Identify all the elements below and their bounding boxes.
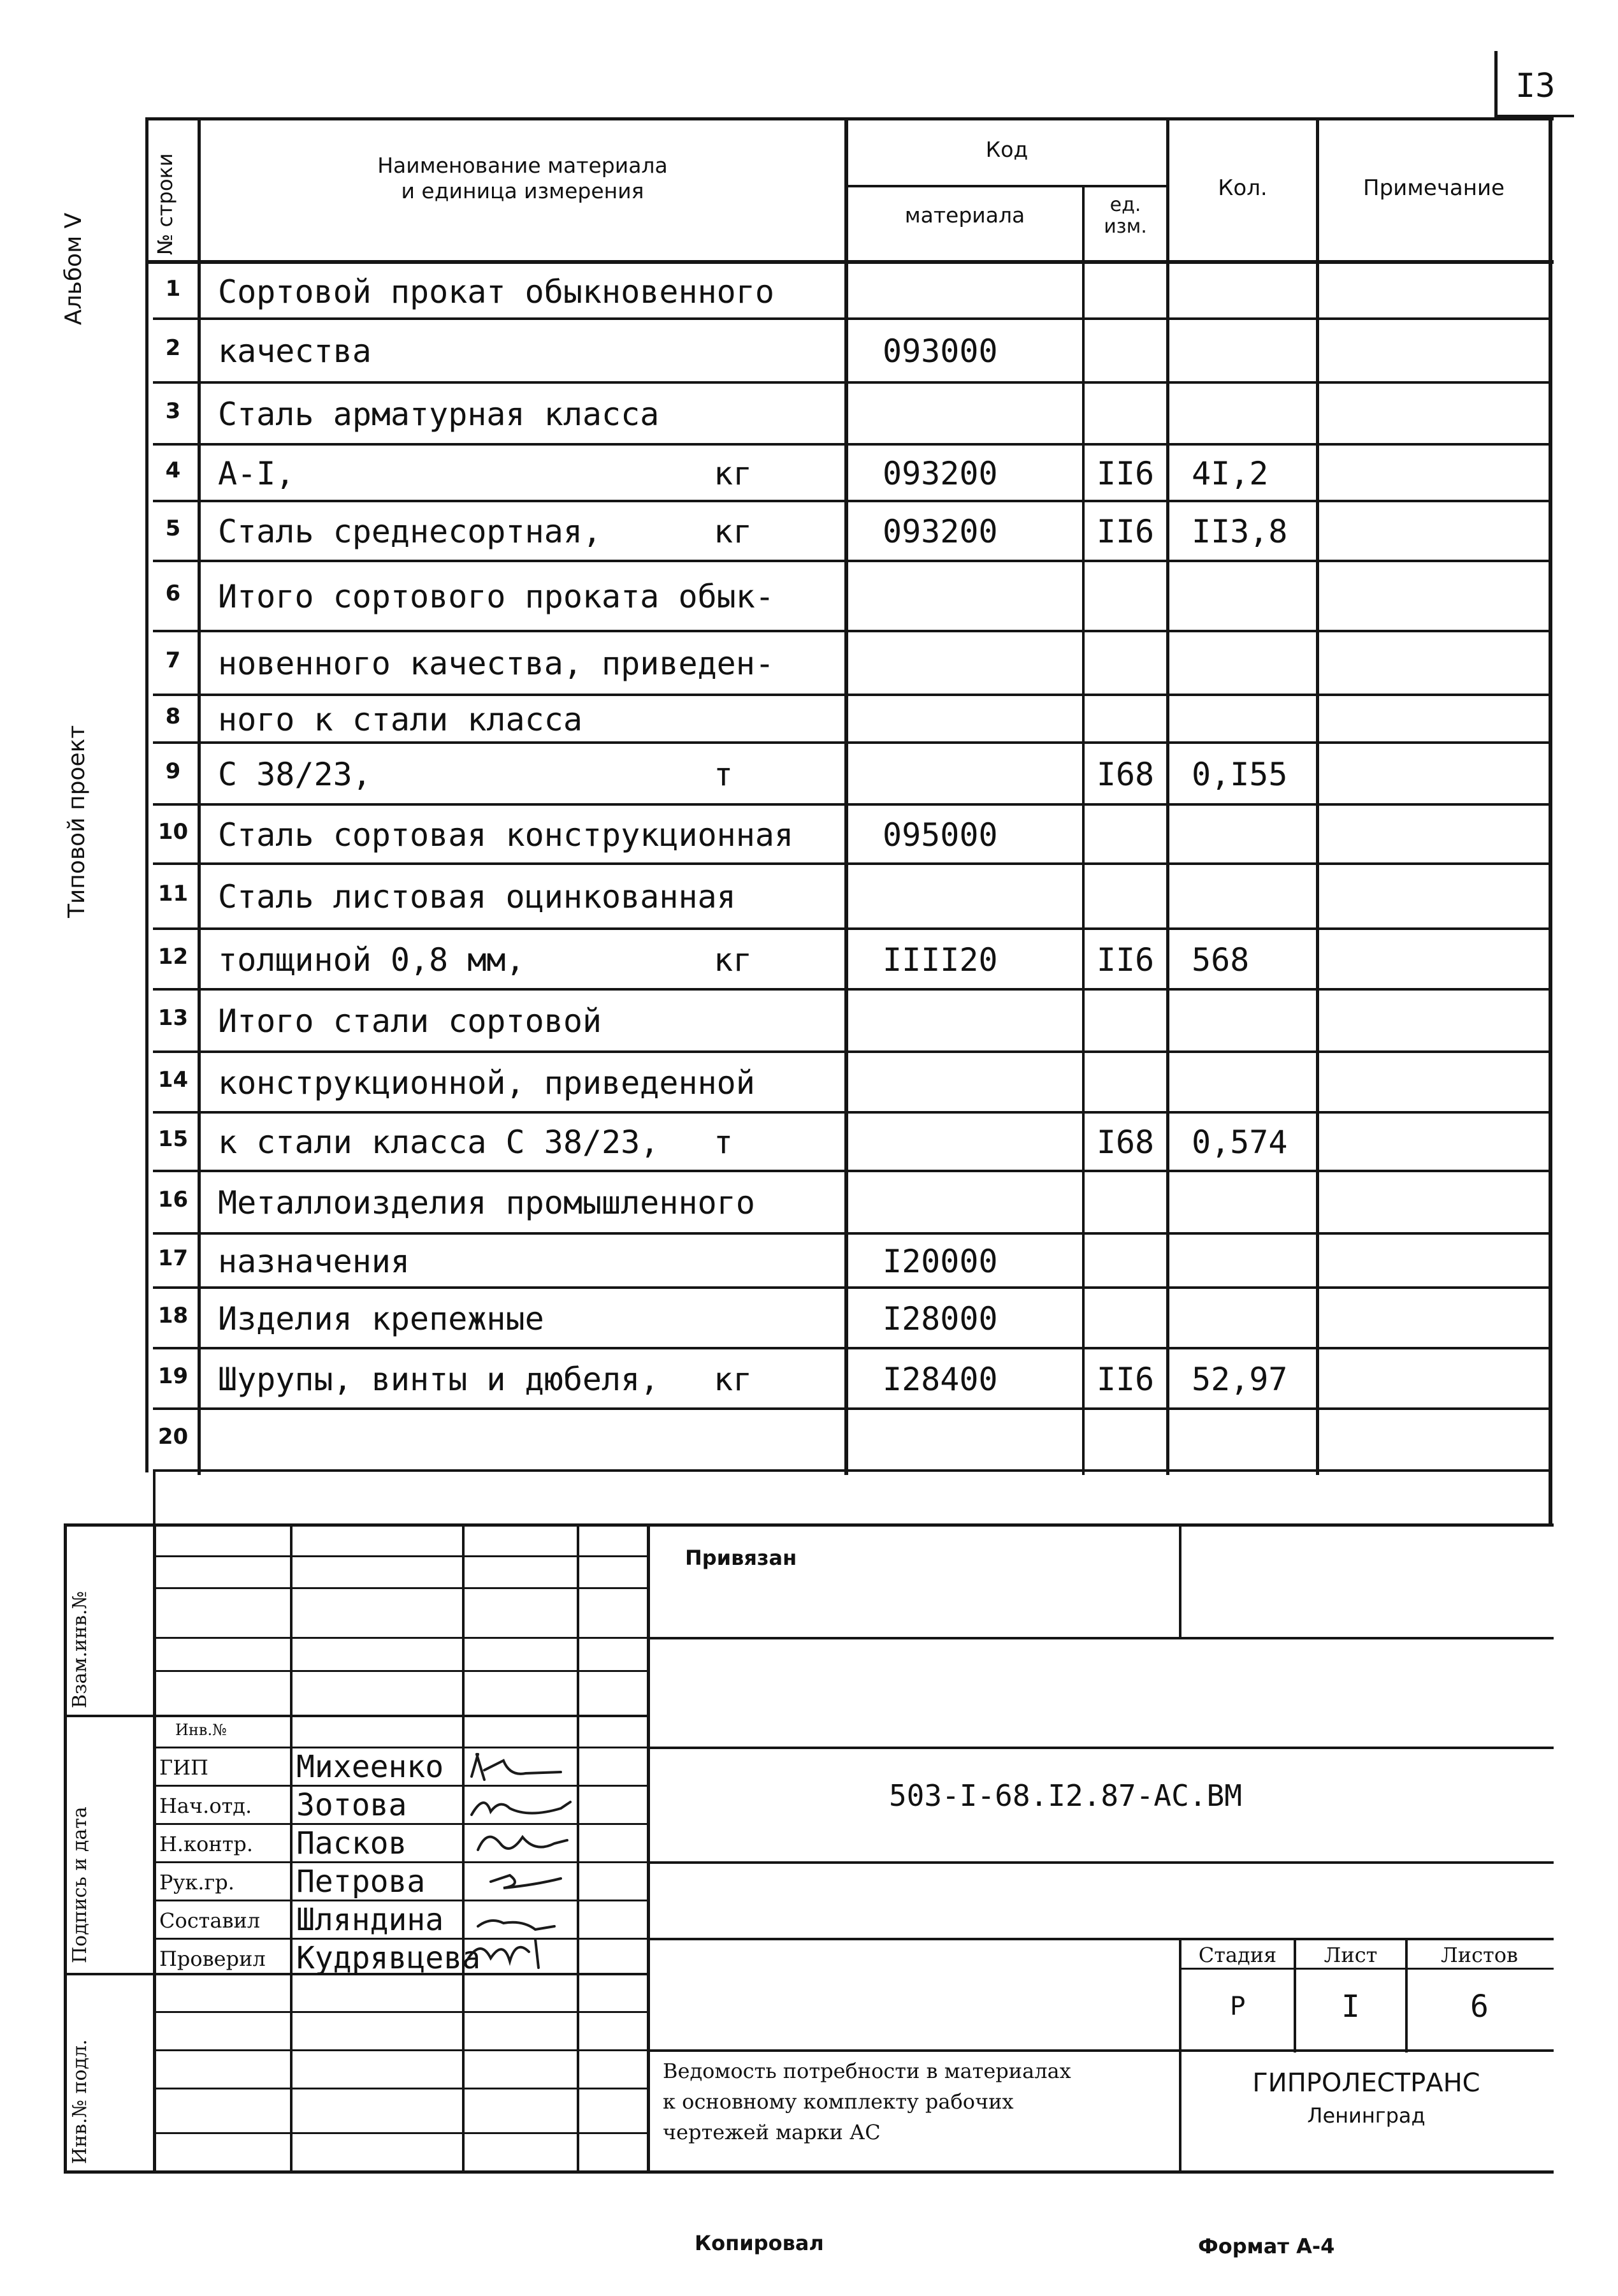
organization-city: Ленинград (1307, 2103, 1426, 2128)
material-code: 093200 (883, 513, 998, 550)
header-qty: Кол. (1218, 175, 1268, 201)
quantity: 4I,2 (1192, 454, 1269, 492)
row-divider (153, 1407, 1552, 1410)
row-number: 17 (157, 1245, 189, 1271)
quantity: II3,8 (1192, 513, 1288, 550)
quantity: 52,97 (1192, 1360, 1288, 1398)
format-label: Формат А-4 (1198, 2234, 1335, 2258)
row-number: 5 (165, 516, 181, 541)
unit-label: т (714, 1124, 733, 1161)
row-divider (153, 630, 1552, 632)
row-divider (153, 1286, 1552, 1289)
row-divider (153, 1050, 1552, 1053)
row-divider (153, 443, 1552, 446)
sheets-value: 6 (1470, 1989, 1489, 2024)
unit-label: кг (714, 941, 753, 978)
row-number: 10 (157, 818, 189, 845)
unit-code: II6 (1096, 513, 1155, 550)
material-code: IIII20 (883, 941, 998, 978)
material-name: Итого сортового проката обык- (218, 578, 774, 615)
row-number: 9 (165, 758, 181, 784)
staff-name: Кудрявцева (296, 1940, 480, 1976)
row-divider (153, 741, 1552, 744)
row-number: 3 (165, 398, 181, 424)
staff-name: Зотова (296, 1787, 407, 1823)
row-divider (153, 381, 1552, 384)
staff-name: Михеенко (296, 1749, 444, 1785)
unit-code: II6 (1096, 941, 1155, 978)
material-name: А-I, (218, 454, 295, 492)
staff-role: Н.контр. (159, 1832, 254, 1856)
row-divider (153, 500, 1552, 502)
row-number: 1 (165, 276, 181, 302)
unit-label: кг (714, 513, 753, 550)
row-number: 12 (157, 943, 189, 970)
sheets-label: Листов (1441, 1943, 1518, 1967)
row-number: 14 (157, 1066, 189, 1093)
material-name: Металлоизделия промышленного (218, 1184, 755, 1221)
organization-name: ГИПРОЛЕСТРАНС (1252, 2068, 1480, 2098)
row-number: 15 (157, 1126, 189, 1152)
row-divider (153, 317, 1552, 320)
row-number: 11 (157, 881, 189, 906)
material-name: толщиной 0,8 мм, (218, 941, 525, 978)
signatures (465, 1748, 580, 1971)
inv-podl-label: Инв.№ подл. (69, 2039, 91, 2164)
stage-label: Стадия (1198, 1943, 1277, 1967)
material-name: к стали класса С 38/23, (218, 1124, 660, 1161)
sheet-value: I (1341, 1989, 1360, 2024)
material-name: Изделия крепежные (218, 1300, 544, 1337)
staff-name: Петрова (296, 1864, 426, 1900)
row-divider (153, 988, 1552, 991)
header-note: Примечание (1363, 175, 1505, 201)
row-number: 18 (157, 1302, 189, 1328)
unit-label: кг (714, 1360, 753, 1398)
sheet-label: Лист (1324, 1943, 1378, 1967)
project-label: Типовой проект (64, 725, 90, 918)
inv-no-label: Инв.№ (175, 1721, 227, 1739)
staff-role: Рук.гр. (159, 1870, 235, 1894)
document-title: Ведомость потребности в материалах к основному комплекту рабочих чертежей марки АС (663, 2059, 1071, 2144)
material-name: конструкционной, приведенной (218, 1064, 755, 1101)
copied-label: Копировал (695, 2231, 824, 2255)
unit-label: кг (714, 454, 753, 492)
material-name: ного к стали класса (218, 701, 582, 738)
material-code: I28400 (883, 1360, 998, 1398)
material-code: 095000 (883, 816, 998, 854)
staff-role: Нач.отд. (159, 1794, 252, 1818)
quantity: 0,574 (1192, 1124, 1288, 1161)
material-name: Сталь среднесортная, (218, 513, 602, 550)
material-name: новенного качества, приведен- (218, 645, 774, 682)
row-divider (153, 694, 1552, 696)
staff-name: Шляндина (296, 1902, 444, 1938)
material-code: 093200 (883, 454, 998, 492)
unit-code: II6 (1096, 1360, 1155, 1398)
staff-role: ГИП (159, 1755, 208, 1780)
staff-role: Проверил (159, 1947, 266, 1971)
podpis-label: Подпись и дата (69, 1806, 91, 1963)
material-code: I20000 (883, 1242, 998, 1280)
row-divider (153, 862, 1552, 865)
row-divider (153, 560, 1552, 562)
unit-code: I68 (1096, 1124, 1155, 1161)
material-code: I28000 (883, 1300, 998, 1337)
material-name: Сталь арматурная класса (218, 395, 660, 433)
stage-value: Р (1229, 1992, 1246, 2021)
quantity: 568 (1192, 941, 1250, 978)
material-name: С 38/23, (218, 755, 372, 793)
row-number: 2 (165, 335, 181, 361)
unit-code: II6 (1096, 454, 1155, 492)
row-number: 16 (157, 1187, 189, 1212)
row-divider (153, 1111, 1552, 1114)
header-code-unit: ед. изм. (1104, 194, 1147, 238)
unit-code: I68 (1096, 755, 1155, 793)
staff-role: Составил (159, 1908, 261, 1933)
material-code: 093000 (883, 333, 998, 370)
material-name: Сталь листовая оцинкованная (218, 878, 736, 915)
row-divider (153, 803, 1552, 806)
row-number: 6 (165, 581, 181, 606)
material-name: Итого стали сортовой (218, 1003, 602, 1040)
unit-label: т (714, 755, 733, 793)
material-name: назначения (218, 1242, 410, 1280)
row-divider (153, 1347, 1552, 1349)
material-name: Сортовой прокат обыкновенного (218, 273, 774, 310)
privyazan-label: Привязан (685, 1546, 797, 1570)
header-code: Код (985, 137, 1029, 162)
row-number: 13 (157, 1005, 189, 1031)
row-number: 7 (165, 648, 181, 673)
material-name: Шурупы, винты и дюбеля, (218, 1360, 660, 1398)
album-label: Альбом V (61, 212, 87, 325)
row-number: 19 (157, 1363, 189, 1389)
row-number: 8 (165, 703, 181, 729)
material-name: Сталь сортовая конструкционная (218, 816, 794, 854)
document-designation: 503-I-68.I2.87-АС.ВМ (889, 1778, 1242, 1813)
header-name: Наименование материала и единица измерения (377, 153, 668, 203)
material-name: качества (218, 333, 372, 370)
quantity: 0,I55 (1192, 755, 1288, 793)
vzam-label: Взам.инв.№ (69, 1591, 91, 1708)
row-divider (153, 1170, 1552, 1172)
page-number: I3 (1515, 67, 1556, 105)
row-number: 4 (165, 457, 181, 483)
row-divider (153, 927, 1552, 930)
header-row-no: № строки (153, 153, 177, 255)
header-code-material: материала (904, 203, 1025, 228)
row-divider (153, 1232, 1552, 1235)
row-number: 20 (157, 1423, 189, 1450)
staff-name: Пасков (296, 1826, 407, 1861)
